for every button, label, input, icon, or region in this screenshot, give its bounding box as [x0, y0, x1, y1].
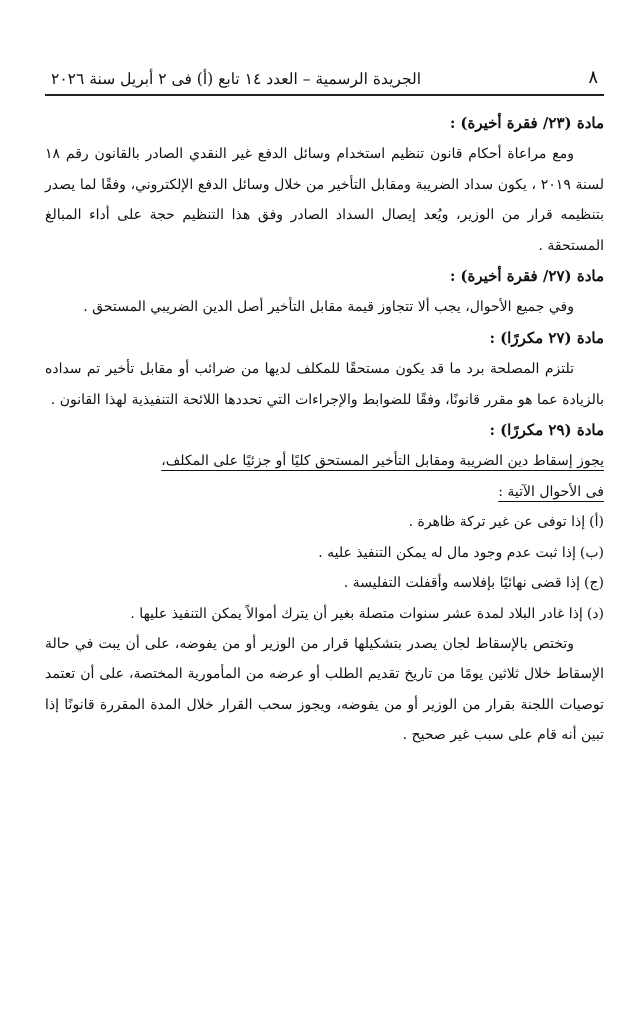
- article-heading: مادة (٢٧/ فقرة أخيرة) :: [449, 267, 604, 286]
- article-paragraph: وتختص بالإسقاط لجان يصدر بتشكيلها قرار من الوزير أو من يفوضه، على أن يبت في حالة الإسقاط خلال ثلاثين يومًا من تاريخ تقديم الطلب أو عرضه من المأمورية المختصة، على أن تعتمد توصيات اللجنة بقرار من الوزير أو من يفوضه، ويجوز سحب القرار خلال المدة المقررة قانونًا إذا تبين أنه قام على سبب غير صحيح .: [45, 635, 604, 744]
- page-number: ٨: [588, 67, 598, 88]
- gazette-page: [45, 58, 604, 984]
- article-paragraph: وفي جميع الأحوال، يجب ألا تتجاوز قيمة مقابل التأخير أصل الدين الضريبي المستحق .: [83, 299, 574, 316]
- article-intro-line: يجوز إسقاط دين الضريبة ومقابل التأخير المستحق كليًا أو جزئيًا على المكلف،: [161, 453, 604, 470]
- page-body: [45, 108, 604, 751]
- list-item: (أ)إذا توفى عن غير تركة ظاهرة .: [408, 514, 604, 531]
- article-heading: مادة (٢٩ مكررًا) :: [489, 421, 604, 440]
- article-intro-continuation: فى الأحوال الآتية :: [498, 483, 604, 500]
- header-divider: [45, 94, 604, 96]
- article-paragraph: ومع مراعاة أحكام قانون تنظيم استخدام وسائل الدفع غير النقدي الصادر بالقانون رقم ١٨ لسنة ٢٠١٩ ، يكون سداد الضريبة ومقابل التأخير من خلال وسائل الدفع الإلكتروني، وفقًا لما يصدر بتنظيمه قرار من الوزير، ويُعد إيصال السداد الصادر وفق هذا التنظيم حجة على أداء المبالغ المستحقة .: [45, 146, 605, 254]
- list-item: (ب)إذا ثبت عدم وجود مال له يمكن التنفيذ عليه .: [318, 544, 604, 561]
- article-heading: مادة (٢٧ مكررًا) :: [489, 328, 604, 347]
- article-paragraph: تلتزم المصلحة برد ما قد يكون مستحقًا للمكلف لديها من ضرائب أو مقابل تأخير تم سداده بالزيادة عما هو مقرر قانونًا، وفقًا للضوابط والإجراءات التي تحددها اللائحة التنفيذية لهذا القانون .: [45, 361, 604, 408]
- page-header: [45, 58, 604, 88]
- gazette-header-title: الجريدة الرسمية – العدد ١٤ تابع (أ) فى ٢ أبريل سنة ٢٠٢٦: [51, 70, 422, 88]
- list-item: (د)إذا غادر البلاد لمدة عشر سنوات متصلة بغير أن يترك أموالاً يمكن التنفيذ عليها .: [130, 605, 604, 622]
- list-item: (ج)إذا قضى نهائيًا بإفلاسه وأقفلت التفليسة .: [343, 575, 604, 592]
- article-heading: مادة (٢٣/ فقرة أخيرة) :: [449, 114, 604, 132]
